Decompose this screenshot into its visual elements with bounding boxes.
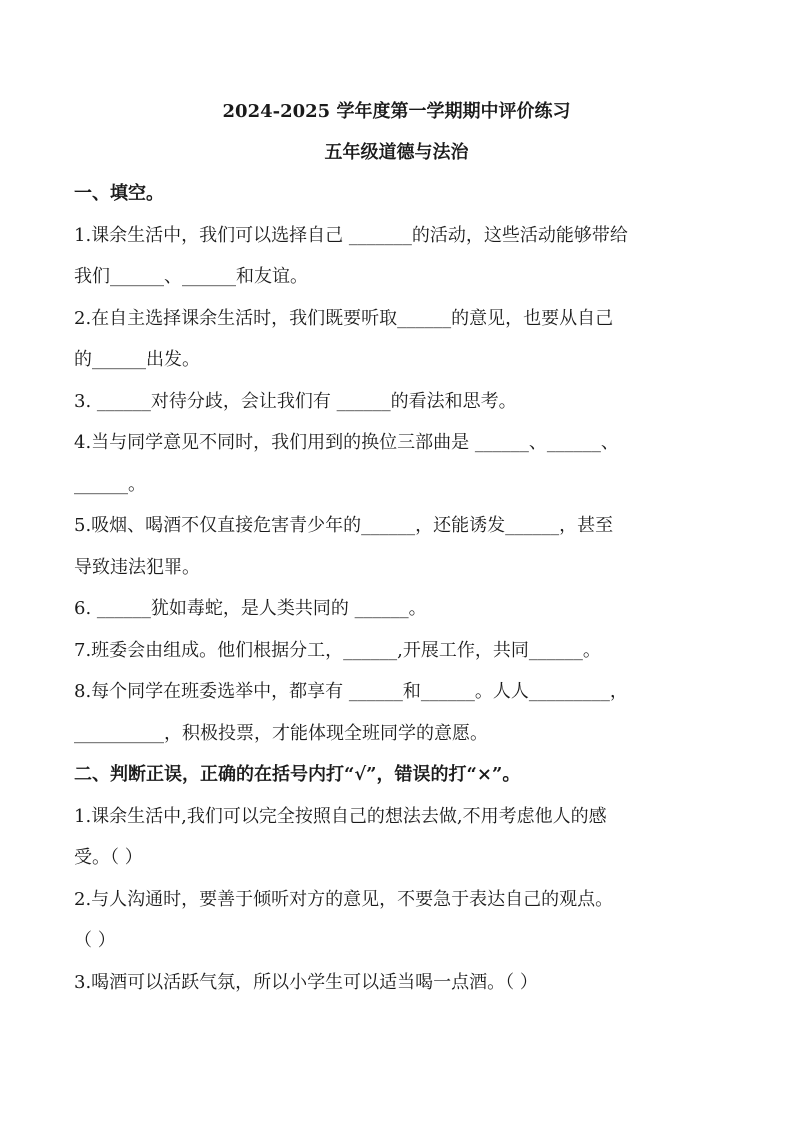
question-line: 7.班委会由组成。他们根据分工，______,开展工作，共同______。 (74, 639, 601, 661)
question-line: （ ） (74, 930, 116, 951)
question-line: 的______出发。 (74, 349, 200, 370)
question-line: 导致违法犯罪。 (74, 556, 200, 578)
question-line: 2.在自主选择课余生活时，我们既要听取______的意见，也要从自己 (74, 307, 614, 329)
question-line: 6. ______犹如毒蛇，是人类共同的 ______。 (74, 598, 427, 619)
document-subtitle: 五年级道德与法治 (324, 142, 469, 163)
question-line: 4.当与同学意见不同时，我们用到的换位三部曲是 ______、______、 (74, 432, 619, 453)
question-line: 1.课余生活中,我们可以完全按照自己的想法去做,不用考虑他人的感 (74, 805, 607, 827)
question-line: 1.课余生活中，我们可以选择自己 _______的活动，这些活动能够带给 (74, 224, 628, 246)
document-title: 2024-2025 学年度第一学期期中评价练习 (222, 101, 571, 122)
question-line: 8.每个同学在班委选举中，都享有 ______和______。人人_________， (74, 681, 628, 702)
question-line: __________，积极投票，才能体现全班同学的意愿。 (74, 722, 488, 744)
section-heading-true-false: 二、判断正误，正确的在括号内打“√”，错误的打“×”。 (74, 764, 521, 785)
question-line: 我们______、______和友谊。 (74, 266, 308, 287)
document-body (74, 173, 724, 1003)
question-line: ______。 (74, 473, 146, 495)
question-line: 受。（ ） (74, 847, 143, 868)
section-heading-fill-blank: 一、填空。 (74, 183, 164, 204)
question-line: 3.喝酒可以活跃气氛，所以小学生可以适当喝一点酒。（ ） (74, 971, 538, 993)
question-line: 3. ______对待分歧，会让我们有 ______的看法和思考。 (74, 390, 517, 412)
question-line: 5.吸烟、喝酒不仅直接危害青少年的______，还能诱发______，甚至 (74, 515, 614, 536)
question-line: 2.与人沟通时，要善于倾听对方的意见，不要急于表达自己的观点。 (74, 888, 614, 910)
